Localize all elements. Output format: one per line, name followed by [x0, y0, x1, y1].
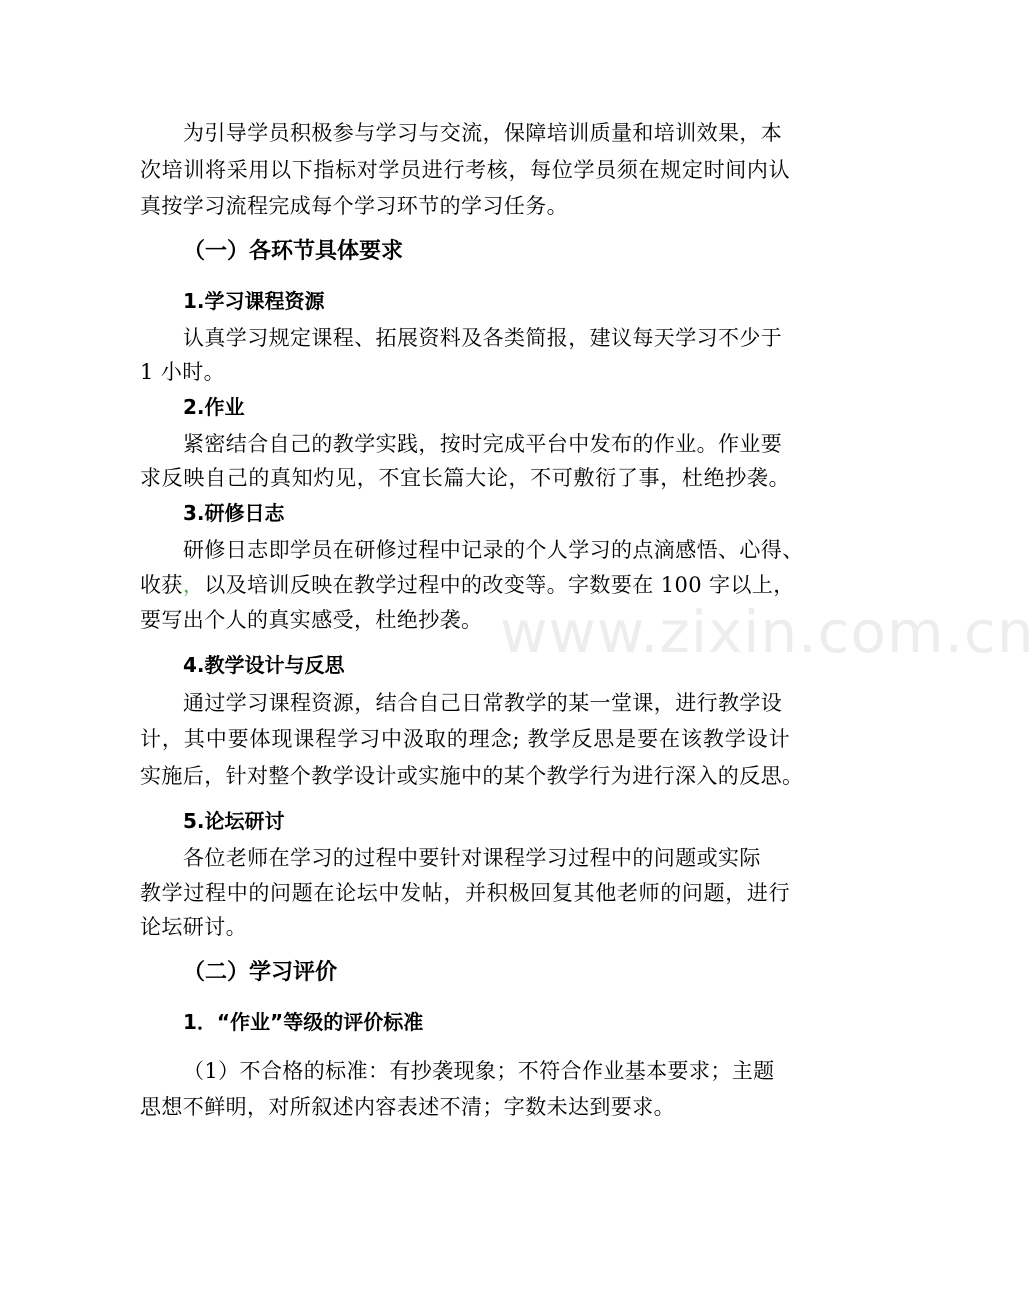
item-2-line-2: 求反映自己的真知灼见，不宜长篇大论，不可敷衍了事，杜绝抄袭。	[140, 466, 790, 490]
item-3-line-1: 研修日志即学员在研修过程中记录的个人学习的点滴感悟、心得、	[183, 538, 804, 562]
item-2-title: 2.作业	[183, 395, 245, 419]
section-1-heading: （一）各环节具体要求	[183, 239, 404, 264]
item-3-line-2b: 以及培训反映在教学过程中的改变等。字数要在 100 字以上，	[204, 573, 795, 597]
section-2-heading: （二）学习评价	[183, 960, 338, 985]
watermark: www.zixin.com.cn	[500, 598, 1035, 666]
item-1-line-1: 认真学习规定课程、拓展资料及各类简报，建议每天学习不少于	[183, 326, 783, 350]
intro-line-2: 次培训将采用以下指标对学员进行考核，每位学员须在规定时间内认	[140, 158, 790, 182]
item-5-line-3: 论坛研讨。	[140, 915, 247, 939]
section-2-para-line-2: 思想不鲜明，对所叙述内容表述不清；字数未达到要求。	[140, 1095, 675, 1119]
green-comma: ，	[182, 573, 205, 597]
item-4-title: 4.教学设计与反思	[183, 653, 345, 677]
item-1-title: 1.学习课程资源	[183, 289, 325, 313]
item-5-line-2: 教学过程中的问题在论坛中发帖，并积极回复其他老师的问题，进行	[140, 881, 790, 905]
intro-line-3: 真按学习流程完成每个学习环节的学习任务。	[140, 194, 568, 218]
item-5-title: 5.论坛研讨	[183, 809, 285, 833]
item-3-line-2	[140, 570, 795, 600]
item-4-line-3: 实施后，针对整个教学设计或实施中的某个教学行为进行深入的反思。	[140, 764, 804, 788]
item-3-title: 3.研修日志	[183, 501, 285, 525]
item-3-line-3: 要写出个人的真实感受，杜绝抄袭。	[140, 608, 483, 632]
item-4-line-1: 通过学习课程资源，结合自己日常教学的某一堂课，进行教学设	[183, 691, 783, 715]
item-5-line-1: 各位老师在学习的过程中要针对课程学习过程中的问题或实际	[183, 846, 761, 870]
section-2-para-line-1: （1）不合格的标准：有抄袭现象；不符合作业基本要求；主题	[183, 1059, 775, 1083]
item-1-line-2: 1 小时。	[140, 360, 226, 384]
item-4-line-2: 计，其中要体现课程学习中汲取的理念; 教学反思是要在该教学设计	[140, 727, 790, 751]
section-2-subheading: 1．“作业”等级的评价标准	[183, 1010, 424, 1034]
intro-line-1: 为引导学员积极参与学习与交流，保障培训质量和培训效果，本	[183, 121, 783, 145]
item-3-line-2a: 收获	[140, 573, 183, 597]
item-2-line-1: 紧密结合自己的教学实践，按时完成平台中发布的作业。作业要	[183, 432, 783, 456]
